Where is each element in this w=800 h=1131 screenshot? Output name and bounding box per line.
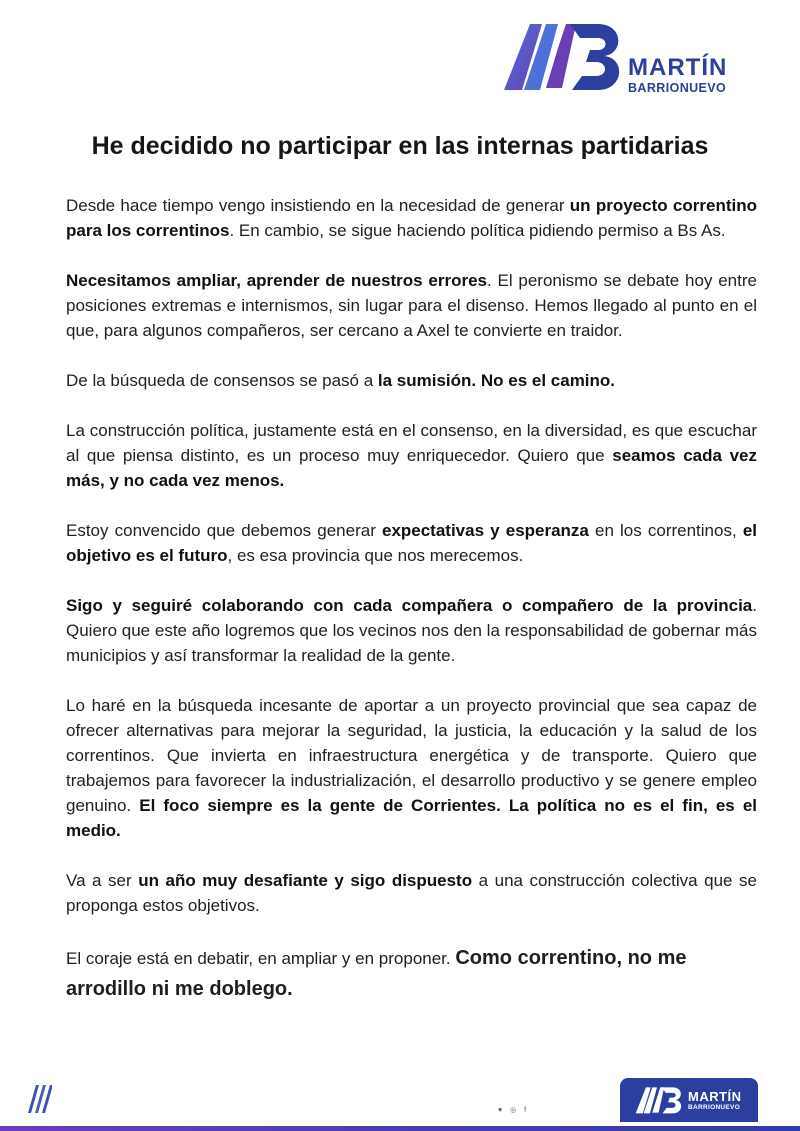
bottom-accent-bar [0, 1126, 800, 1131]
text: La construcción política, justamente está en el consenso, en la diversidad, es que escuchar al que piensa distinto, es un proceso muy enriquecedor. Quiero que [66, 421, 757, 465]
stripes-icon [28, 1085, 52, 1113]
logo-surname: BARRIONUEVO [628, 81, 727, 95]
text: Desde hace tiempo vengo insistiendo en la necesidad de generar [66, 196, 570, 215]
bold-text: expectativas y esperanza [381, 521, 589, 540]
bold-text: un proyecto correntino para los correntinos [66, 196, 757, 240]
logo-name: MARTÍN [628, 54, 728, 81]
badge-surname: BARRIONUEVO [688, 1104, 741, 1111]
text: De la búsqueda de consensos se pasó a [66, 371, 378, 390]
paragraph [66, 418, 757, 493]
text: Va a ser [66, 871, 139, 890]
text: en los correntinos, [588, 521, 743, 540]
text: Lo haré en la búsqueda incesante de aportar a un proyecto provincial que sea capaz de ofrecer alternativas para mejorar la seguridad, la justicia, la educación y la salud de los correntinos. Que invierta en infraestructura energética y de transporte. Quiero que trabajemos para favorecer la industrialización, el desarrollo productivo y se genere empleo genuino. [66, 696, 757, 815]
closing-lead: El coraje está en debatir, en ampliar y en proponer. [66, 949, 456, 968]
mb-badge-mark-icon [634, 1085, 684, 1115]
letter-body [66, 193, 757, 1030]
text: . En cambio, se sigue haciendo política pidiendo permiso a Bs As. [229, 221, 726, 240]
bold-text: la sumisión. No es el camino. [377, 371, 616, 390]
social-icons [498, 1106, 529, 1114]
bold-text: Necesitamos ampliar, aprender de nuestros errores [66, 271, 487, 290]
text: . El peronismo se debate hoy entre posiciones extremas e internismos, sin lugar para el disenso. Hemos llegado al punto en el que, para algunos compañeros, ser cercano a Axel te convierte en traidor. [66, 271, 757, 340]
badge-name: MARTÍN [688, 1089, 742, 1104]
paragraph [66, 593, 757, 668]
text: Estoy convencido que debemos generar [66, 521, 382, 540]
paragraph [66, 518, 757, 568]
page-title: He decidido no participar en las internas partidarias [91, 132, 709, 160]
bold-text: Sigo y seguiré colaborando con cada compañera o compañero de la provincia [66, 596, 753, 615]
mb-logo-mark-icon [500, 18, 626, 94]
bold-text: el objetivo es el futuro [66, 521, 757, 565]
paragraph-list [66, 193, 757, 918]
text: , es esa provincia que nos merecemos. [227, 546, 524, 565]
footer-badge [620, 1078, 758, 1122]
paragraph [66, 193, 757, 243]
closing-paragraph [66, 943, 757, 1005]
bold-text: El foco siempre es la gente de Corrientes. La política no es el fin, es el medio. [66, 796, 757, 840]
bold-text: seamos cada vez más, y no cada vez menos. [66, 446, 757, 490]
paragraph [66, 868, 757, 918]
paragraph [66, 368, 757, 393]
closing-emphasis: Como correntino, no me arrodillo ni me doblego. [66, 947, 687, 1000]
paragraph [66, 268, 757, 343]
paragraph [66, 693, 757, 843]
bold-text: un año muy desafiante y sigo dispuesto [138, 871, 473, 890]
text: a una construcción colectiva que se proponga estos objetivos. [66, 871, 757, 915]
header-logo [500, 18, 740, 98]
text: . Quiero que este año logremos que los vecinos nos den la responsabilidad de gobernar más municipios y así transformar la realidad de la gente. [66, 596, 757, 665]
social-glyphs: ♥ ◎ f [498, 1107, 530, 1114]
